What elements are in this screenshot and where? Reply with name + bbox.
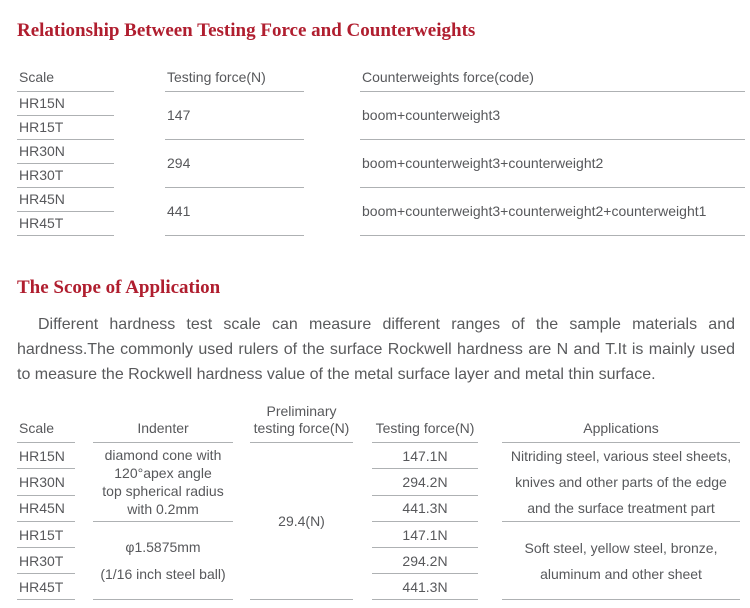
testing-force-cell: 147.1N: [372, 522, 478, 548]
table-row: [17, 139, 745, 163]
preliminary-header-line-1: Preliminary: [266, 403, 337, 419]
scale-cell: HR30T: [17, 548, 75, 574]
counterweights-cell: boom+counterweight3+counterweight2+counterweight1: [360, 187, 745, 235]
indenter-cell: φ1.5875mm (1/16 inch steel ball): [93, 522, 233, 600]
counterweights-cell: boom+counterweight3: [360, 91, 745, 139]
testing-force-cell: 441.3N: [372, 495, 478, 521]
indenter-cell: diamond cone with 120°apex angle top spherical radius with 0.2mm: [93, 443, 233, 522]
scope-paragraph: Different hardness test scale can measure different ranges of the sample materials and hardness.The commonly used rulers of the surface Rockwell hardness are N and T.It is mainly used to measure the Rockwell hardness value of the metal surface layer and metal thin surface.: [17, 315, 735, 383]
scale-cell: HR45N: [17, 187, 114, 211]
scale-cell: HR15T: [17, 115, 114, 139]
testing-force-column-header: Testing force(N): [165, 63, 304, 91]
counterweights-cell: boom+counterweight3+counterweight2: [360, 139, 745, 187]
scale-cell: HR15T: [17, 522, 75, 548]
applications-cell: Nitriding steel, various steel sheets, knives and other parts of the edge and the surface treatment part: [502, 443, 740, 522]
counterweights-column-header: Counterweights force(code): [360, 63, 745, 91]
scale-cell: HR30T: [17, 163, 114, 187]
testing-force-column-header: Testing force(N): [372, 403, 478, 443]
applications-cell: Soft steel, yellow steel, bronze, aluminum and other sheet: [502, 522, 740, 600]
testing-force-cell: 441: [165, 187, 304, 235]
testing-force-cell: 147.1N: [372, 443, 478, 469]
scale-cell: HR30N: [17, 139, 114, 163]
scale-cell: HR30N: [17, 469, 75, 495]
table-row: [17, 522, 740, 548]
testing-force-cell: 294.2N: [372, 469, 478, 495]
scale-column-header: Scale: [17, 63, 114, 91]
section-title-force-counterweights: Relationship Between Testing Force and Counterweights: [17, 20, 476, 41]
table-row: [17, 91, 745, 115]
scale-cell: HR15N: [17, 91, 114, 115]
testing-force-cell: 294: [165, 139, 304, 187]
section-title-scope-of-application: The Scope of Application: [17, 276, 221, 298]
preliminary-force-column-header: [250, 403, 353, 443]
testing-force-cell: 441.3N: [372, 574, 478, 600]
indenter-column-header: Indenter: [93, 403, 233, 443]
scale-cell: HR45N: [17, 495, 75, 521]
preliminary-header-line-2: testing force(N): [253, 420, 350, 436]
applications-column-header: Applications: [502, 403, 740, 443]
testing-force-cell: 294.2N: [372, 548, 478, 574]
table-row: [17, 443, 740, 469]
preliminary-force-cell: 29.4(N): [250, 443, 353, 600]
force-counterweights-table: [17, 63, 745, 236]
table-header-row: [17, 63, 745, 91]
scale-column-header: Scale: [17, 403, 75, 443]
scale-cell: HR15N: [17, 443, 75, 469]
table-row: [17, 187, 745, 211]
scope-of-application-table: [17, 403, 740, 601]
scale-cell: HR45T: [17, 574, 75, 600]
table-header-row: [17, 403, 740, 443]
testing-force-cell: 147: [165, 91, 304, 139]
scale-cell: HR45T: [17, 211, 114, 235]
